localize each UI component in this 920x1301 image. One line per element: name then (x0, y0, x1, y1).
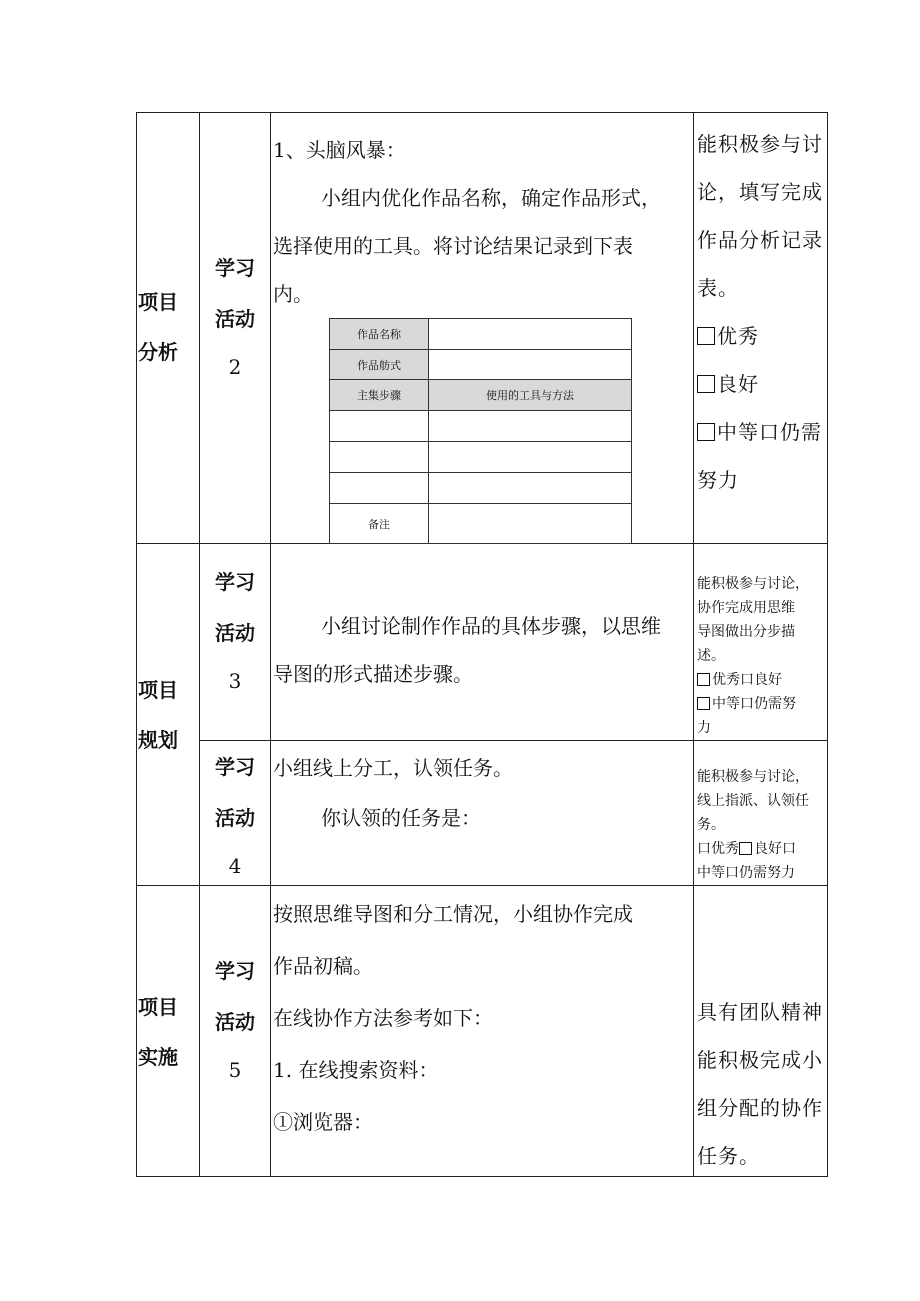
eval-text-line: 任务。 (697, 1144, 760, 1168)
eval-text-line: 努力 (697, 468, 739, 492)
activity2-content (273, 126, 691, 318)
checkbox-icon[interactable] (697, 327, 715, 345)
table-cell (330, 411, 429, 442)
section-text: 分析 (138, 340, 178, 364)
section-label-implementation (138, 982, 186, 1082)
eval-text-line: 表。 (697, 276, 739, 300)
activity-text: 学习 (215, 256, 255, 280)
activity5-line: 作品初稿。 (273, 954, 373, 978)
activity-text: 活动 (215, 1010, 255, 1034)
activity3-content (273, 602, 691, 698)
eval-option-excellent[interactable] (697, 312, 827, 360)
activity4-line: 你认领的任务是： (321, 806, 481, 830)
activity4-line: 小组线上分工，认领任务。 (273, 756, 513, 780)
activity5-evaluation (697, 988, 827, 1180)
activity-label-3 (200, 557, 270, 703)
activity3-paragraph-line: 小组讨论制作作品的具体步骤，以思维 (321, 614, 661, 638)
table-border-right (827, 112, 828, 1177)
section-text: 实施 (138, 1045, 178, 1069)
option-label: 优秀口良好 (712, 672, 782, 688)
checkbox-icon[interactable] (697, 697, 710, 710)
activity-text: 活动 (215, 307, 255, 331)
eval-text-line: 论，填写完成 (697, 180, 823, 204)
section-text: 规划 (138, 728, 178, 752)
tools-header: 使用的工具与方法 (429, 380, 632, 411)
section-text: 项目 (138, 995, 178, 1019)
eval-text-line: 能积极参与讨 (697, 132, 823, 156)
activity5-line: 按照思维导图和分工情况，小组协作完成 (273, 902, 633, 926)
option-label: 中等口仍需努 (712, 696, 796, 712)
option-label: 口优秀 (697, 841, 739, 857)
steps-header: 主集步骤 (330, 380, 429, 411)
activity-number: 2 (228, 355, 242, 379)
option-label: 中等口仍需 (717, 420, 822, 444)
activity2-paragraph-line: 小组内优化作品名称，确定作品形式， (321, 186, 661, 210)
checkbox-icon[interactable] (697, 375, 715, 393)
activity5-line: 在线协作方法参考如下： (273, 1006, 493, 1030)
activity-label-5 (200, 946, 270, 1092)
eval-option-row[interactable] (697, 837, 827, 861)
option-label: 良好口 (754, 841, 796, 857)
table-cell (330, 473, 429, 504)
work-form-value (429, 350, 632, 380)
table-cell (429, 473, 632, 504)
eval-option-excellent-good[interactable] (697, 668, 827, 692)
activity2-heading: 1、头脑风暴： (273, 138, 406, 162)
activity2-paragraph-line: 选择使用的工具。将讨论结果记录到下表 (273, 234, 633, 258)
section-text: 项目 (138, 678, 178, 702)
activity-text: 活动 (215, 806, 255, 830)
activity-text: 学习 (215, 959, 255, 983)
work-name-value (429, 319, 632, 350)
option-label: 良好 (717, 372, 759, 396)
activity5-line: ①浏览器： (273, 1110, 373, 1134)
activity2-paragraph-line: 内。 (273, 282, 313, 306)
work-analysis-record-table (329, 318, 632, 544)
eval-text-line: 中等口仍需努力 (697, 865, 795, 881)
work-form-label: 作品舫式 (330, 350, 429, 380)
section-label-planning (138, 665, 186, 765)
eval-text-line: 能积极完成小 (697, 1048, 823, 1072)
col-divider-3 (693, 112, 694, 1177)
activity-number: 4 (228, 854, 242, 878)
option-label: 优秀 (717, 324, 759, 348)
eval-option-good[interactable] (697, 360, 827, 408)
activity-number: 3 (228, 669, 242, 693)
eval-text-line: 导图做出分步描 (697, 624, 795, 640)
activity-text: 活动 (215, 621, 255, 645)
eval-text-line: 力 (697, 720, 711, 736)
table-cell (330, 442, 429, 473)
activity3-paragraph-line: 导图的形式描述步骤。 (273, 662, 473, 686)
activity4-content (273, 744, 691, 842)
notes-label: 备注 (330, 504, 429, 544)
eval-text-line: 能积极参与讨论， (697, 769, 809, 785)
activity5-line: 1. 在线搜索资料： (273, 1058, 439, 1082)
eval-text-line: 述。 (697, 648, 725, 664)
activity4-evaluation (697, 765, 827, 885)
work-name-label: 作品名称 (330, 319, 429, 350)
table-border-left (136, 112, 137, 1177)
checkbox-icon[interactable] (697, 423, 715, 441)
eval-text-line: 能积极参与讨论， (697, 576, 809, 592)
eval-option-average[interactable] (697, 692, 827, 716)
eval-text-line: 线上指派、认领任 (697, 793, 809, 809)
eval-option-average[interactable] (697, 408, 827, 456)
activity3-evaluation (697, 572, 827, 740)
eval-text-line: 务。 (697, 817, 725, 833)
checkbox-icon[interactable] (697, 673, 710, 686)
eval-text-line: 协作完成用思维 (697, 600, 795, 616)
activity-number: 5 (228, 1058, 242, 1082)
activity2-evaluation (697, 120, 827, 504)
row-divider-2 (199, 740, 828, 741)
activity-text: 学习 (215, 755, 255, 779)
notes-value (429, 504, 632, 544)
activity-label-2 (200, 243, 270, 389)
table-border-top (136, 112, 828, 113)
checkbox-icon[interactable] (739, 842, 752, 855)
section-text: 项目 (138, 290, 178, 314)
table-cell (429, 411, 632, 442)
activity5-content (273, 888, 691, 1148)
activity-text: 学习 (215, 570, 255, 594)
table-cell (429, 442, 632, 473)
eval-text-line: 组分配的协作 (697, 1096, 823, 1120)
eval-text-line: 具有团队精神 (697, 1000, 823, 1024)
activity-label-4 (200, 742, 270, 888)
col-divider-2 (270, 112, 271, 1177)
eval-text-line: 作品分析记录 (697, 228, 823, 252)
section-label-analysis (138, 277, 186, 377)
